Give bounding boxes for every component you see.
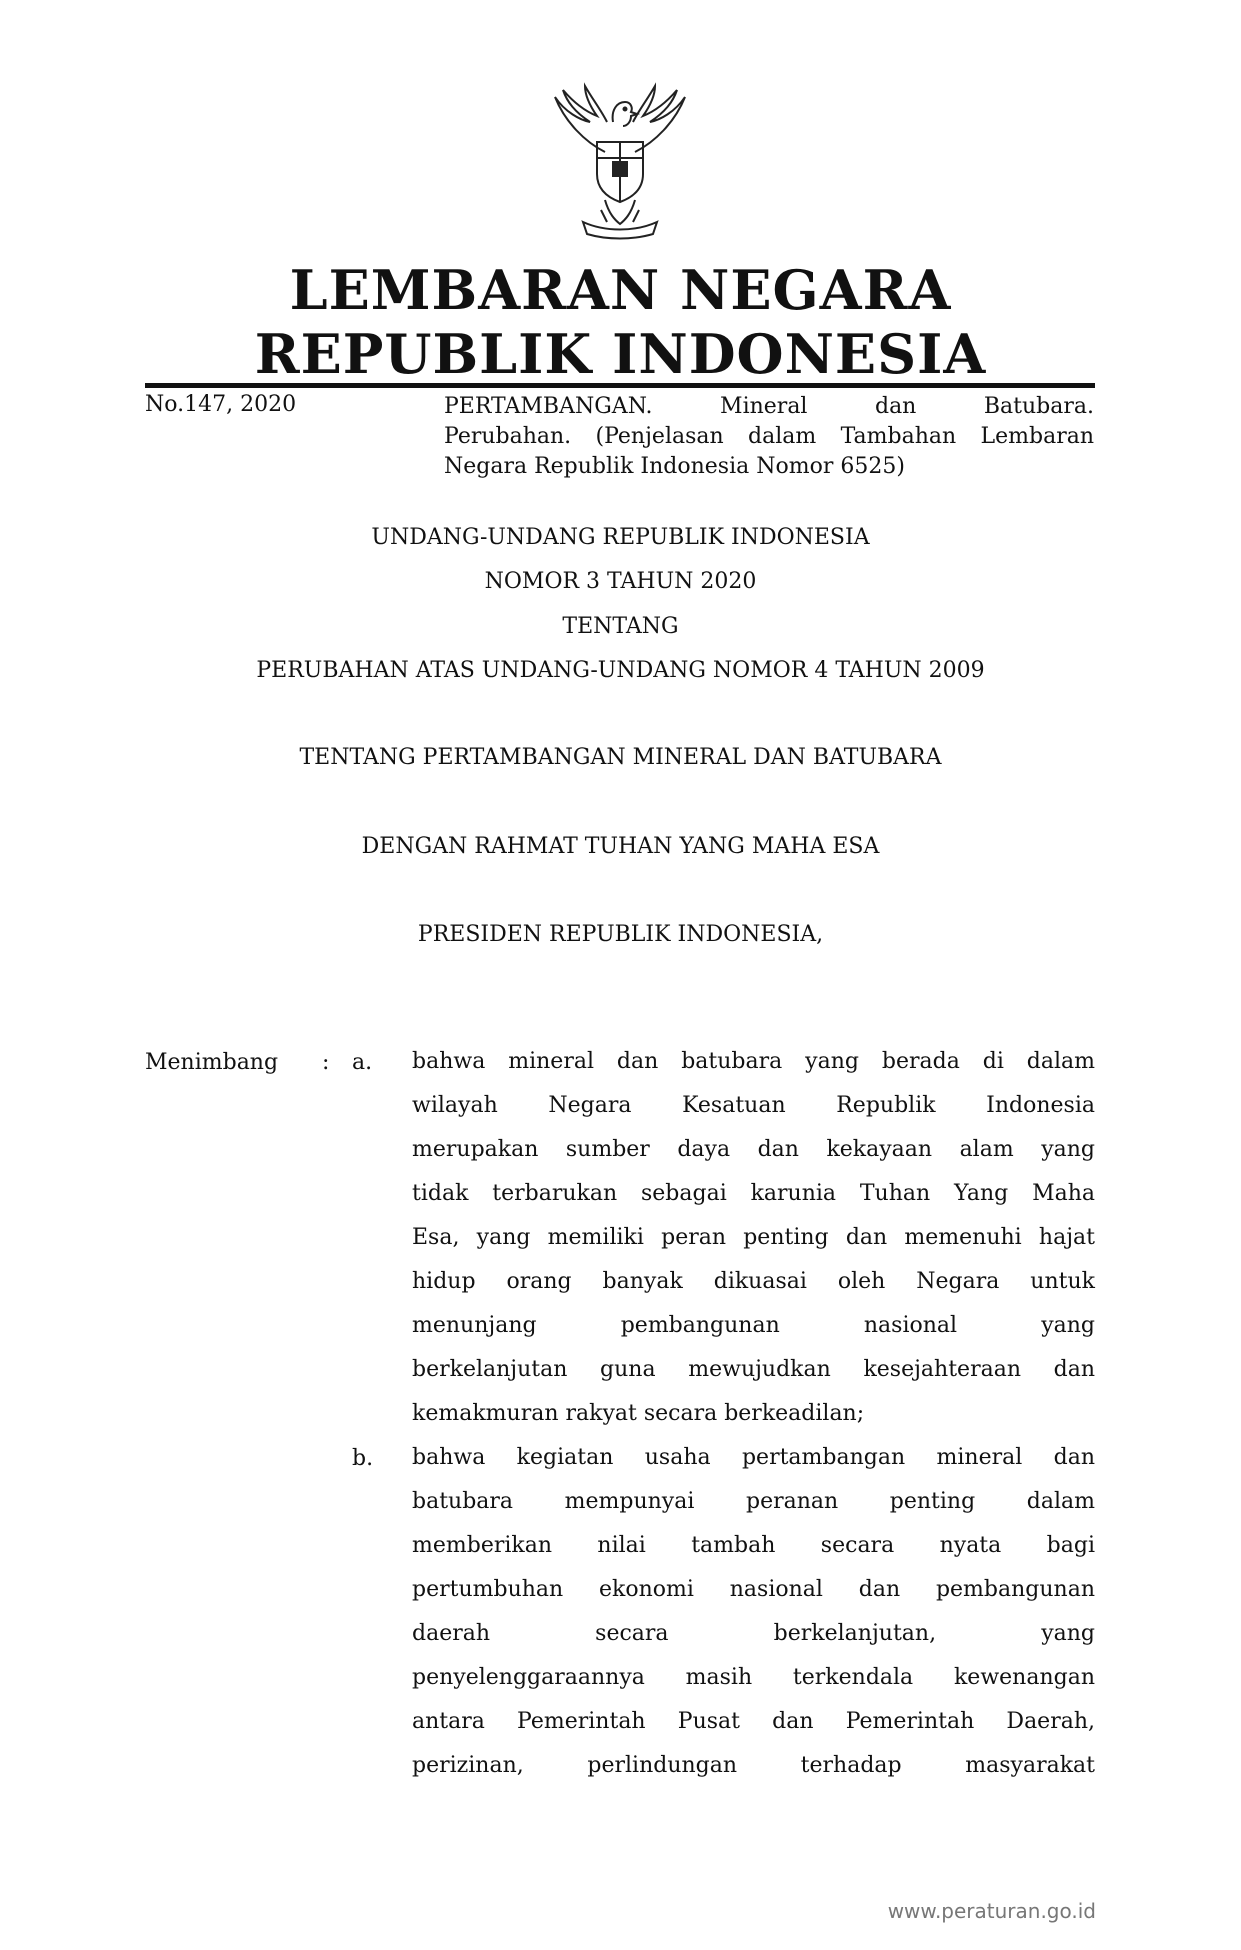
law-heading: UNDANG-UNDANG REPUBLIK INDONESIA [371, 525, 870, 550]
president-heading: PRESIDEN REPUBLIK INDONESIA, [417, 922, 824, 947]
clause-line: bahwa kegiatan usaha pertambangan mineral dan [412, 1445, 1095, 1470]
gazette-description [444, 392, 1094, 482]
clause-line: berkelanjutan guna mewujudkan kesejahteraan dan [412, 1357, 1095, 1382]
description-line: Negara Republik Indonesia Nomor 6525) [444, 454, 905, 479]
clause-line: Esa, yang memiliki peran penting dan memenuhi hajat [412, 1225, 1095, 1250]
description-line: PERTAMBANGAN. Mineral dan Batubara. [444, 394, 1094, 419]
garuda-emblem-icon [535, 82, 705, 242]
clause-line: hidup orang banyak dikuasai oleh Negara untuk [412, 1269, 1095, 1294]
source-url-link[interactable]: www.peraturan.go.id [887, 1899, 1096, 1923]
clause-line: penyelenggaraannya masih terkendala kewenangan [412, 1665, 1095, 1690]
law-number: NOMOR 3 TAHUN 2020 [484, 569, 757, 594]
clause-line: merupakan sumber daya dan kekayaan alam yang [412, 1137, 1095, 1162]
law-about: TENTANG [562, 614, 679, 639]
menimbang-colon: : [322, 1050, 330, 1075]
clause-a-text [412, 1040, 1095, 1436]
gazette-number: No.147, 2020 [145, 392, 297, 417]
clause-line: menunjang pembangunan nasional yang [412, 1313, 1095, 1338]
clause-line: wilayah Negara Kesatuan Republik Indonesia [412, 1093, 1095, 1118]
clause-line: tidak terbarukan sebagai karunia Tuhan Yang Maha [412, 1181, 1095, 1206]
clause-line: kemakmuran rakyat secara berkeadilan; [412, 1401, 865, 1426]
description-line: Perubahan. (Penjelasan dalam Tambahan Lembaran [444, 424, 1094, 449]
clause-b-text [412, 1436, 1095, 1788]
clause-line: perizinan, perlindungan terhadap masyarakat [412, 1753, 1095, 1778]
clause-a-letter: a. [352, 1050, 373, 1075]
gazette-title-line1: LEMBARAN NEGARA [289, 258, 952, 322]
clause-line: antara Pemerintah Pusat dan Pemerintah Daerah, [412, 1709, 1095, 1734]
clause-b-letter: b. [352, 1446, 374, 1471]
clause-line: batubara mempunyai peranan penting dalam [412, 1489, 1095, 1514]
law-subject: PERUBAHAN ATAS UNDANG-UNDANG NOMOR 4 TAHUN 2009 [256, 658, 985, 683]
clause-line: bahwa mineral dan batubara yang berada di dalam [412, 1049, 1095, 1074]
title-divider [145, 383, 1095, 388]
clause-line: pertumbuhan ekonomi nasional dan pembangunan [412, 1577, 1095, 1602]
clause-line: daerah secara berkelanjutan, yang [412, 1621, 1095, 1646]
menimbang-label: Menimbang [145, 1050, 279, 1075]
invocation: DENGAN RAHMAT TUHAN YANG MAHA ESA [361, 834, 880, 859]
clause-line: memberikan nilai tambah secara nyata bagi [412, 1533, 1095, 1558]
law-subject-2: TENTANG PERTAMBANGAN MINERAL DAN BATUBARA [299, 745, 942, 770]
gazette-title-line2: REPUBLIK INDONESIA [254, 322, 987, 386]
